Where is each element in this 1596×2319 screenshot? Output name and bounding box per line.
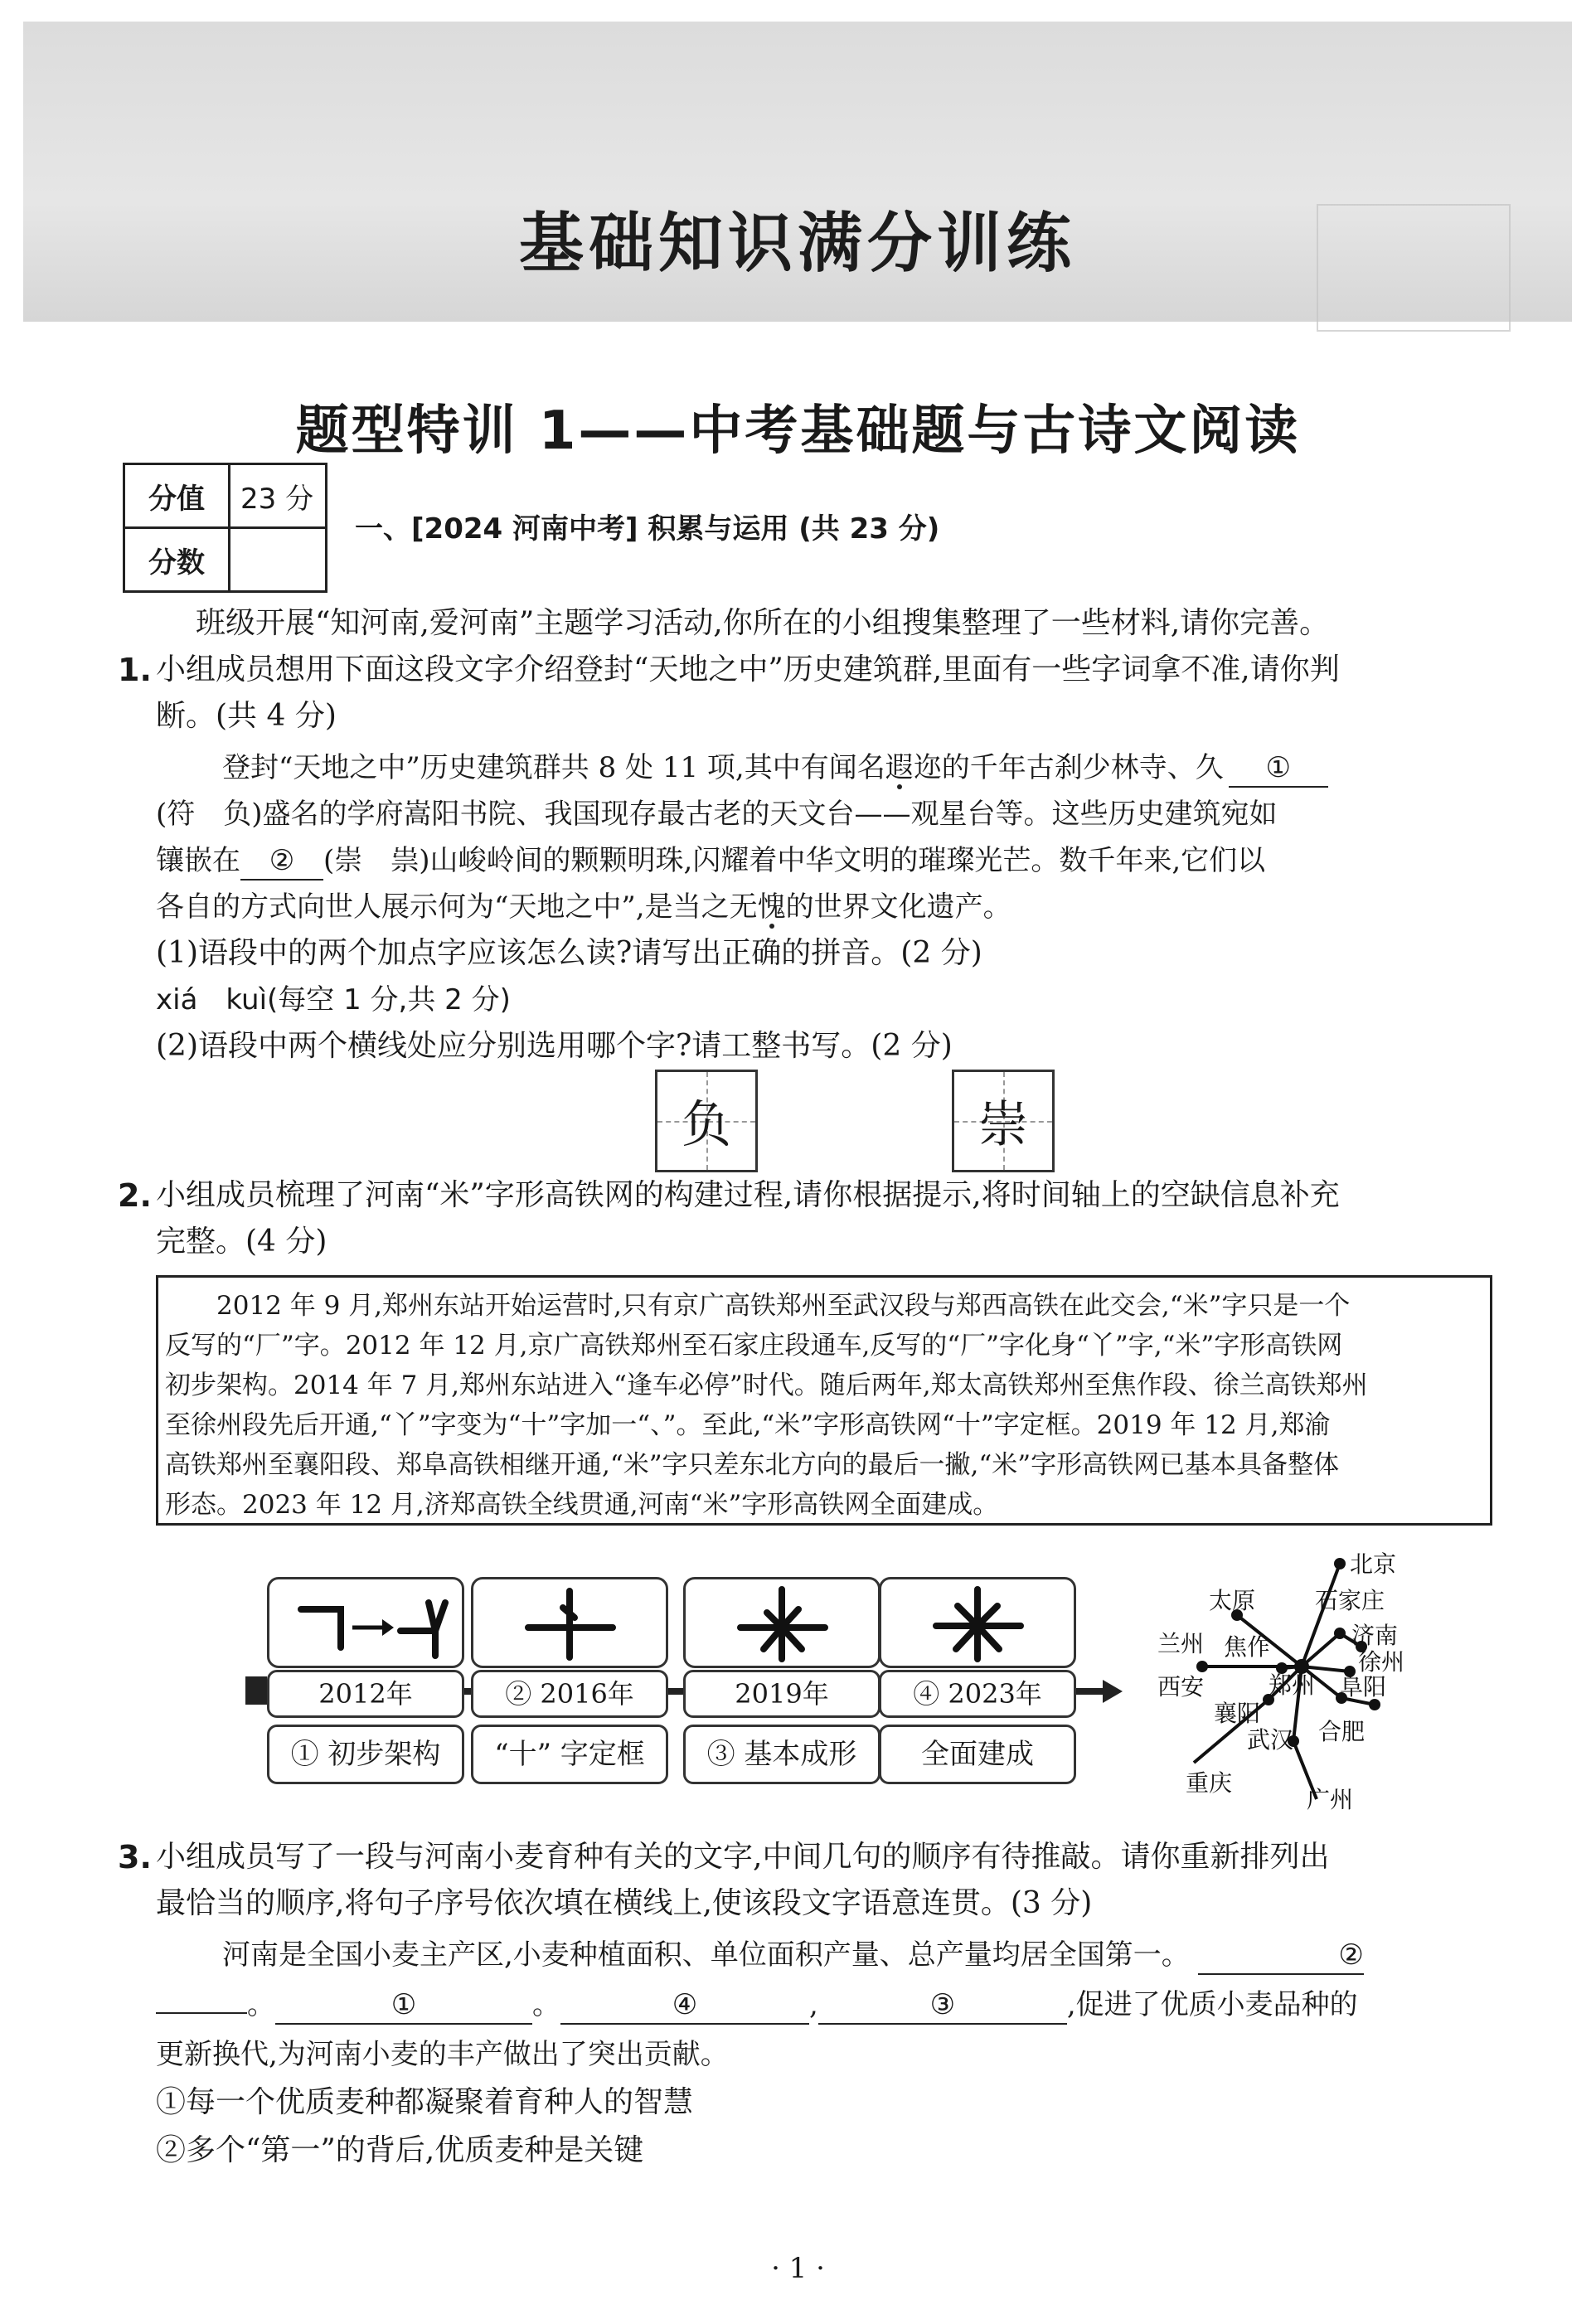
- header-banner: [23, 22, 1572, 322]
- map-node-hefei: [1369, 1699, 1380, 1710]
- q1-passage-line4: [156, 884, 1011, 930]
- shi-cross-icon: [473, 1579, 666, 1666]
- score-table-score-field[interactable]: [230, 528, 327, 592]
- q3-separator: 。: [247, 1988, 275, 2021]
- q2-number: 2.: [118, 1177, 152, 1214]
- map-label: 阜阳: [1340, 1673, 1387, 1700]
- timeline-glyph-box-3: [683, 1577, 880, 1668]
- q3-stem-line2: 最恰当的顺序,将句子序号依次填在横线上,使该段文字语意连贯。(3 分): [156, 1886, 1093, 1920]
- q3-passage-line2: [156, 1982, 1358, 2028]
- timeline-glyph-box-4: [879, 1577, 1076, 1668]
- grid-char-2: 崇: [978, 1096, 1028, 1154]
- page-title: 题型特训 1——中考基础题与古诗文阅读: [295, 400, 1301, 462]
- section-heading: 一、[2024 河南中考] 积累与运用 (共 23 分): [355, 512, 940, 546]
- map-label: 济南: [1351, 1622, 1399, 1649]
- timeline-glyph-box-2: [471, 1577, 668, 1668]
- dotted-char-kui: 愧: [757, 890, 786, 924]
- q2-stem-line2: 完整。(4 分): [156, 1225, 327, 1259]
- map-label: 武汉: [1247, 1726, 1294, 1754]
- timeline-stage-4: 全面建成: [879, 1725, 1076, 1784]
- map-label: 北京: [1350, 1550, 1397, 1578]
- q1-sub1: (1)语段中的两个加点字应该怎么读?请写出正确的拼音。(2 分): [156, 936, 982, 970]
- info-line: 形态。2023 年 12 月,济郑高铁全线贯通,河南“米”字形高铁网全面建成。: [165, 1490, 999, 1520]
- score-table-label-score: 分数: [124, 528, 230, 592]
- map-label: 广州: [1307, 1786, 1354, 1813]
- q3-separator: ,: [809, 1988, 818, 2021]
- page-number: · 1 ·: [771, 2252, 825, 2285]
- map-node-xian: [1196, 1661, 1208, 1672]
- q3-passage-text: ,促进了优质小麦品种的: [1066, 1988, 1358, 2021]
- map-label: 合肥: [1318, 1718, 1366, 1745]
- q1-passage-text: (崇 祟)山峻岭间的颗颗明珠,闪耀着中华文明的璀璨光芒。数千年来,它们以: [323, 844, 1266, 877]
- partial-mi-icon: [686, 1579, 878, 1666]
- timeline-glyph-box-1: [267, 1577, 464, 1668]
- timeline-stage-2: “十” 字定框: [471, 1725, 668, 1784]
- timeline-stage-3[interactable]: ③ 基本成形: [683, 1725, 880, 1784]
- q1-blank-1[interactable]: ①: [1229, 750, 1328, 788]
- score-table-label-value: 分值: [124, 464, 230, 528]
- banner-title: 基础知识满分训练: [518, 206, 1076, 281]
- info-line: 反写的“厂”字。2012 年 12 月,京广高铁郑州至石家庄段通车,反写的“厂”字化身“丫”字,“米”字形高铁网: [165, 1331, 1343, 1361]
- timeline-stage-1[interactable]: ① 初步架构: [267, 1725, 464, 1784]
- map-label: 西安: [1157, 1673, 1205, 1700]
- timeline-axis-start: [245, 1676, 267, 1705]
- q3-answer-blank-2[interactable]: ①: [275, 1987, 532, 2025]
- q3-blank-cont[interactable]: [156, 2012, 247, 2014]
- map-label: 石家庄: [1315, 1587, 1385, 1614]
- map-label: 襄阳: [1214, 1700, 1261, 1727]
- railway-map: [1144, 1542, 1501, 1824]
- q1-passage-text: 迩的千年古刹少林寺、久: [913, 751, 1224, 784]
- q1-stem-line1: 小组成员想用下面这段文字介绍登封“天地之中”历史建筑群,里面有一些字词拿不准,请你判: [156, 653, 1340, 686]
- q3-passage-line3: 更新换代,为河南小麦的丰产做出了突出贡献。: [156, 2038, 729, 2071]
- q1-passage-text: 登封“天地之中”历史建筑群共 8 处 11 项,其中有闻名: [222, 751, 885, 784]
- dotted-char-xia: 遐: [885, 751, 914, 784]
- timeline-arrow-icon: [1103, 1680, 1123, 1703]
- q3-option-2: ②多个“第一”的背后,优质麦种是关键: [156, 2133, 644, 2167]
- map-label: 徐州: [1358, 1648, 1405, 1676]
- q3-option-1: ①每一个优质麦种都凝聚着育种人的智慧: [156, 2085, 694, 2119]
- map-node-shijiazhuang: [1334, 1628, 1346, 1639]
- q3-passage-line1: [222, 1932, 1364, 1978]
- timeline-year-3: 2019年: [683, 1670, 880, 1718]
- q1-number: 1.: [118, 652, 152, 688]
- map-label: 郑州: [1269, 1671, 1316, 1699]
- timeline-year-1: 2012年: [267, 1670, 464, 1718]
- score-table: [123, 463, 327, 593]
- info-box: [156, 1275, 1492, 1526]
- q1-passage-line1: [222, 745, 1328, 791]
- q3-separator: 。: [532, 1988, 560, 2021]
- full-mi-icon: [881, 1579, 1074, 1666]
- q1-passage-text: 各自的方式向世人展示何为“天地之中”,是当之无: [156, 890, 758, 924]
- q1-sub2: (2)语段中两个横线处应分别选用哪个字?请工整书写。(2 分): [156, 1029, 953, 1063]
- info-line: 2012 年 9 月,郑州东站开始运营时,只有京广高铁郑州至武汉段与郑西高铁在此交会,“米”字只是一个: [165, 1291, 1351, 1321]
- score-table-value: 23 分: [230, 464, 327, 528]
- q1-passage-text: 镶嵌在: [156, 844, 240, 877]
- map-label: 焦作: [1224, 1633, 1271, 1661]
- map-node-beijing: [1334, 1558, 1346, 1569]
- map-label: 重庆: [1186, 1769, 1233, 1797]
- info-line: 初步架构。2014 年 7 月,郑州东站进入“逢车必停”时代。随后两年,郑太高铁郑州至焦作段、徐兰高铁郑州: [165, 1371, 1368, 1400]
- timeline-year-4[interactable]: ④ 2023年: [879, 1670, 1076, 1718]
- info-line: 至徐州段先后开通,“丫”字变为“十”字加一“、”。至此,“米”字形高铁网“十”字定框。2019 年 12 月,郑渝: [165, 1410, 1331, 1440]
- q3-answer-blank-1[interactable]: ②: [1198, 1937, 1364, 1975]
- timeline-year-2[interactable]: ② 2016年: [471, 1670, 668, 1718]
- grid-char-1: 负: [682, 1096, 731, 1154]
- q3-number: 3.: [118, 1839, 152, 1875]
- q2-stem-line1: 小组成员梳理了河南“米”字形高铁网的构建过程,请你根据提示,将时间轴上的空缺信息补充: [156, 1178, 1340, 1212]
- q1-passage-line2: (符 负)盛名的学府嵩阳书院、我国现存最古老的天文台——观星台等。这些历史建筑宛如: [156, 798, 1278, 831]
- q1-passage-line3: [156, 837, 1265, 884]
- reversed-chang-to-ya-icon: [269, 1579, 462, 1666]
- q3-stem-line1: 小组成员写了一段与河南小麦育种有关的文字,中间几句的顺序有待推敲。请你重新排列出: [156, 1840, 1330, 1874]
- intro-text: 班级开展“知河南,爱河南”主题学习活动,你所在的小组搜集整理了一些材料,请你完善。: [196, 606, 1330, 640]
- info-line: 高铁郑州至襄阳段、郑阜高铁相继开通,“米”字只差东北方向的最后一撇,“米”字形高铁网已基本具备整体: [165, 1450, 1340, 1480]
- q1-blank-2[interactable]: ②: [240, 842, 323, 881]
- q3-answer-blank-3[interactable]: ④: [560, 1987, 809, 2025]
- map-label: 兰州: [1157, 1630, 1205, 1657]
- writing-grid-2[interactable]: [952, 1070, 1055, 1172]
- q1-stem-line2: 断。(共 4 分): [156, 699, 337, 733]
- writing-grid-1[interactable]: [655, 1070, 758, 1172]
- map-label: 太原: [1209, 1587, 1256, 1614]
- q1-passage-text: 的世界文化遗产。: [785, 890, 1011, 924]
- q1-answer1: xiá kuì(每空 1 分,共 2 分): [156, 983, 511, 1016]
- q3-passage-text: 河南是全国小麦主产区,小麦种植面积、单位面积产量、总产量均居全国第一。: [222, 1938, 1190, 1972]
- q3-answer-blank-4[interactable]: ③: [818, 1987, 1067, 2025]
